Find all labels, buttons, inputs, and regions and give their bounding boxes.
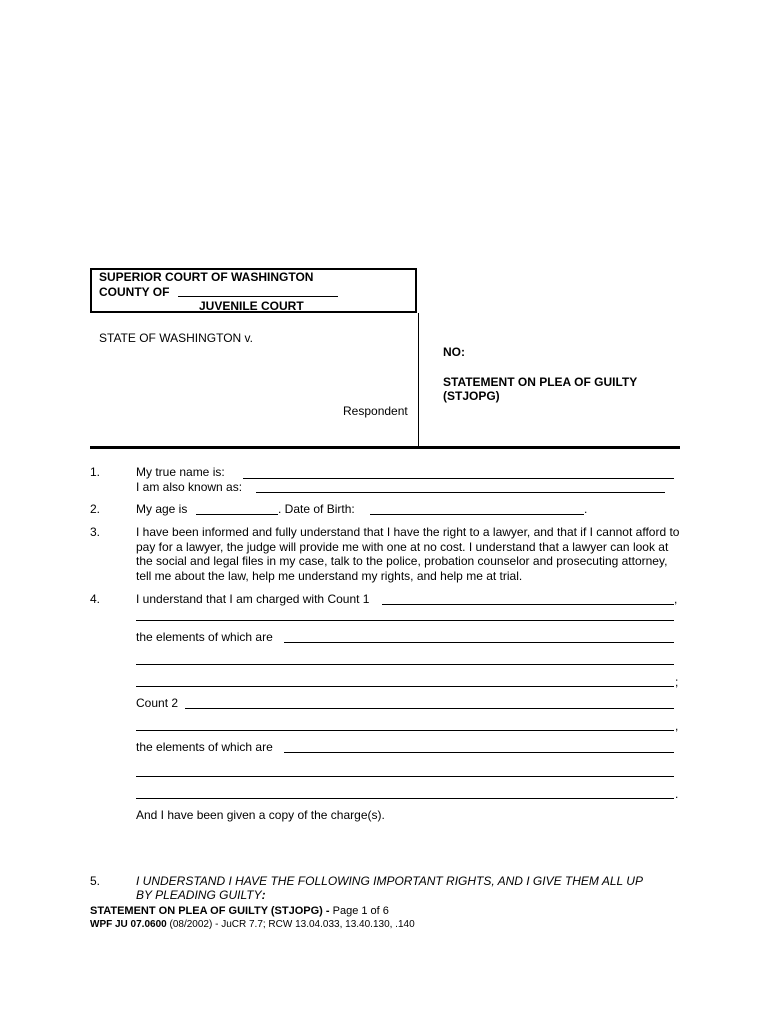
party-name: STATE OF WASHINGTON v. [99, 331, 254, 345]
document-title: STATEMENT ON PLEA OF GUILTY [443, 375, 638, 389]
footer-title: STATEMENT ON PLEA OF GUILTY (STJOPG) - Page 1 of 6 [90, 905, 389, 917]
item-number-5: 5. [90, 874, 101, 888]
county-label: COUNTY OF [99, 285, 170, 299]
elements2-label: the elements of which are [136, 740, 273, 754]
dob-period: . [584, 502, 588, 516]
elements2-field[interactable] [284, 752, 674, 753]
count1-field-line2[interactable] [136, 620, 674, 621]
count1-label: I understand that I am charged with Count 1 [136, 592, 370, 606]
caption-divider [418, 313, 419, 447]
item-number-3: 3. [90, 525, 101, 539]
aka-field[interactable] [256, 492, 665, 493]
elements2-field-line3[interactable] [136, 798, 674, 799]
elements1-field[interactable] [284, 642, 674, 643]
footer-form-id: WPF JU 07.0600 (08/2002) - JuCR 7.7; RCW 13.04.033, 13.40.130, .140 [90, 919, 415, 930]
court-name: SUPERIOR COURT OF WASHINGTON [99, 270, 314, 284]
dob-field[interactable] [370, 514, 584, 515]
document-code: (STJOPG) [443, 389, 500, 403]
caption-rule [90, 446, 680, 449]
dob-label: . Date of Birth: [278, 502, 355, 516]
count1-field[interactable] [382, 604, 674, 605]
county-field[interactable] [178, 296, 338, 297]
age-label: My age is [136, 502, 188, 516]
count2-label: Count 2 [136, 696, 179, 710]
case-number-label: NO: [443, 345, 465, 359]
juvenile-court-label: JUVENILE COURT [199, 299, 304, 313]
count2-comma: , [675, 719, 679, 733]
age-field[interactable] [196, 514, 278, 515]
elements1-field-line3[interactable] [136, 686, 674, 687]
count2-field[interactable] [185, 708, 674, 709]
count2-field-line2[interactable] [136, 730, 674, 731]
true-name-label: My true name is: [136, 465, 225, 479]
count1-comma: , [674, 592, 678, 606]
elements2-field-line2[interactable] [136, 776, 674, 777]
item-number-1: 1. [90, 465, 101, 479]
item-number-2: 2. [90, 502, 101, 516]
elements1-semicolon: ; [675, 675, 679, 689]
right-to-lawyer-paragraph: I have been informed and fully understand that I have the right to a lawyer, and that if I cannot afford to pay for a lawyer, the judge will provide me with one at no cost. I understand that a lawyer can look at the social and legal files in my case, talk to the police, probation counselor and prosecuting attorney, tell me about the law, help me understand my rights, and help me at trial. [136, 525, 680, 583]
elements2-period: . [675, 787, 679, 801]
copy-of-charges-text: And I have been given a copy of the charge(s). [136, 808, 385, 822]
rights-heading-line2: BY PLEADING GUILTY: [136, 888, 266, 902]
respondent-label: Respondent [343, 404, 408, 418]
elements1-field-line2[interactable] [136, 664, 674, 665]
aka-label: I am also known as: [136, 480, 243, 494]
item-number-4: 4. [90, 592, 101, 606]
true-name-field[interactable] [243, 478, 674, 479]
rights-heading-line1: I UNDERSTAND I HAVE THE FOLLOWING IMPORTANT RIGHTS, AND I GIVE THEM ALL UP [136, 874, 643, 888]
elements1-label: the elements of which are [136, 630, 273, 644]
